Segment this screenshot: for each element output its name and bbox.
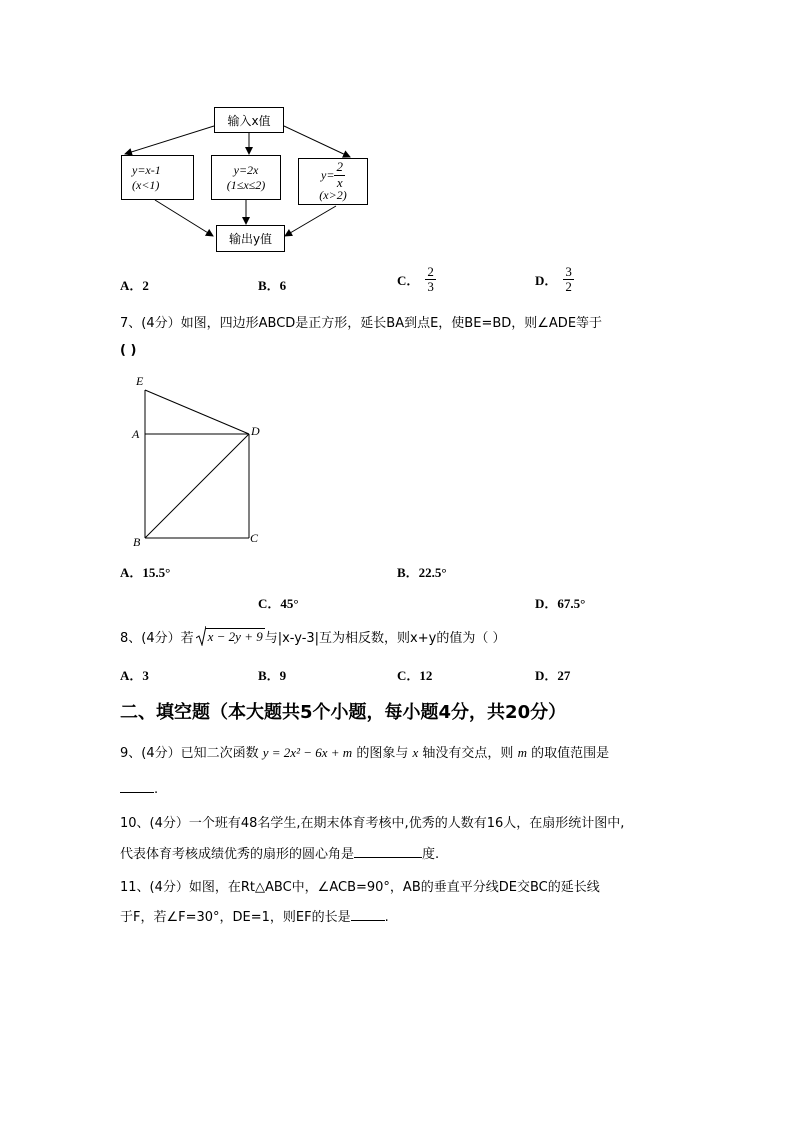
input-label: 输入x值 [227, 113, 271, 128]
q7-option-c: C．45° [258, 596, 299, 611]
q9-suffix: 的取值范围是 [531, 746, 610, 761]
segment-ed [145, 390, 249, 434]
q9-mid: 的图象与 [356, 746, 409, 761]
branch-3-denominator: x [336, 174, 343, 190]
output-label: 输出y值 [228, 232, 273, 246]
q8-option-d: D．27 [535, 668, 571, 683]
q8-suffix: 与|x-y-3|互为相反数，则x+y的值为（ ） [264, 630, 506, 646]
label-a: A [132, 427, 140, 441]
q6-option-b: B．6 [258, 278, 287, 293]
q9-blank[interactable] [120, 778, 154, 793]
segment-bd [145, 434, 249, 538]
q7-option-d: D．67.5° [535, 596, 586, 611]
q10-blank[interactable] [354, 843, 422, 858]
q8-option-b: B．9 [258, 668, 287, 683]
q7-paren: ( ) [120, 343, 137, 358]
q8-radicand: x − 2y + 9 [207, 628, 263, 644]
branch-box-2 [211, 155, 281, 200]
q11-blank[interactable] [351, 906, 385, 921]
square-figure [125, 370, 275, 555]
branch-3-fraction [334, 160, 345, 190]
q9-text [120, 742, 609, 761]
branch-box-3 [298, 158, 368, 205]
branch-3-numerator: 2 [336, 159, 343, 175]
branch-1-formula: y=x-1 [132, 162, 161, 177]
branch-1-condition: (x<1) [132, 177, 160, 192]
q9-var-x: x [412, 745, 419, 760]
q10-line-2: 代表体育考核成绩优秀的扇形的圆心角是 度. [120, 843, 439, 862]
q6-option-a: A．2 [120, 278, 149, 293]
sqrt-sign [196, 626, 206, 646]
label-c: C [250, 531, 259, 545]
q9-var-m: m [517, 745, 527, 760]
q7-text: 7、(4分）如图，四边形ABCD是正方形，延长BA到点E，使BE=BD，则∠ADE等于 [120, 316, 603, 331]
q8-text [120, 626, 505, 646]
q11-line-1: 11、(4分）如图，在Rt△ABC中，∠ACB=90°，AB的垂直平分线DE交BC的延长线 [120, 880, 600, 895]
q8-option-a: A．3 [120, 668, 149, 683]
q8-option-c: C．12 [397, 668, 433, 683]
q9-mid2: 轴没有交点，则 [422, 746, 514, 761]
q7-option-a: A．15.5° [120, 565, 171, 580]
q8-prefix: 8、(4分）若 [120, 630, 194, 646]
label-d: D [251, 424, 260, 438]
branch-2-condition: (1≤x≤2) [226, 177, 266, 192]
branch-3-condition: (x>2) [319, 187, 347, 202]
section-2-title: 二、填空题（本大题共5个小题，每小题4分，共20分） [120, 702, 567, 723]
branch-3-prefix: y= [321, 167, 335, 182]
q6-option-c: C． $\frac{2}{3}$ [397, 264, 434, 295]
q9-prefix: 9、(4分）已知二次函数 [120, 746, 259, 761]
q7-option-b: B．22.5° [397, 565, 447, 580]
flowchart-arrows [0, 0, 794, 260]
branch-2-formula: y=2x [233, 162, 259, 177]
q11-line-2: 于F，若∠F=30°，DE=1，则EF的长是 . [120, 906, 389, 925]
label-b: B [133, 535, 141, 549]
q10-line-1: 10、(4分）一个班有48名学生,在期末体育考核中,优秀的人数有16人，在扇形统计图中, [120, 816, 625, 831]
output-box [216, 225, 285, 252]
label-e: E [136, 374, 144, 388]
q6-option-d: D． $\frac{3}{2}$ [535, 264, 572, 295]
q9-formula: y = 2x² − 6x + m [262, 745, 353, 760]
branch-box-1 [121, 155, 194, 200]
input-box [214, 107, 284, 133]
q9-answer-line: . [120, 778, 158, 797]
